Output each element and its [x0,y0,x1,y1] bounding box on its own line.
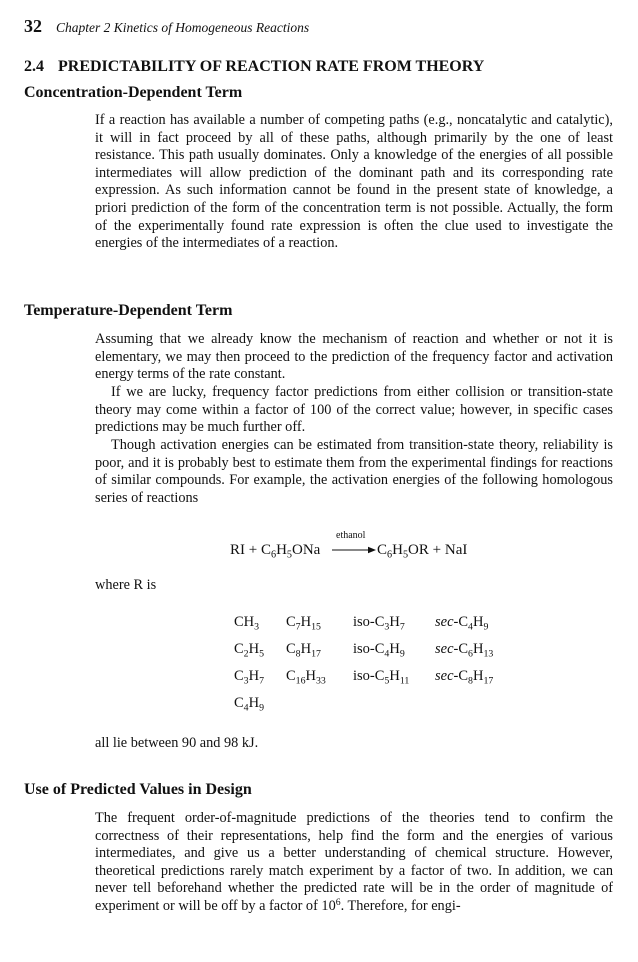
r-group-formula: $\sec-C_4H_9$ [435,614,489,633]
plus-sign: + [248,542,258,558]
paragraph-temperature-1: Assuming that we already know the mechanism of reaction and whether or not it is elementary, we may then proceed to the prediction of the frequency factor and activation energy terms of the rate constant. [95,331,613,383]
r-group-formula: iso-$C_5H_{11}$ [353,668,410,687]
r-group-formula: $C_8H_{17}$ [286,641,321,660]
where-r-label: where R is [95,577,157,593]
r-group-formula: $\sec-C_6H_{13}$ [435,641,494,660]
r-group-formula: $C_{16}H_{33}$ [286,668,326,687]
r-group-formula: iso-$C_3H_7$ [353,614,405,633]
paragraph-design [95,810,613,916]
r-group-formula: $C_2H_5$ [234,641,264,660]
reactant-sodium-phenoxide: $C_6H_5ONa$ [260,542,321,561]
subheading-temperature: Temperature-Dependent Term [24,302,233,319]
reaction-arrow-icon [332,546,376,554]
table-row [234,695,505,722]
design-text-end: . Therefore, for engi- [340,897,461,914]
exponent: 6 [335,897,341,909]
r-group-formula: $C_7H_{15}$ [286,614,321,633]
product-phenyl-ether: $C_6H_5OR$ [377,542,429,561]
r-group-formula: $C_3H_7$ [234,668,264,687]
section-title: PREDICTABILITY OF REACTION RATE FROM THEORY [58,58,485,75]
section-heading [24,58,484,76]
table-row [234,614,505,641]
table-row [234,641,505,668]
product-sodium-iodide: NaI [444,542,468,558]
r-group-formula: $\sec-C_8H_{17}$ [435,668,494,687]
paragraph-temperature-2: If we are lucky, frequency factor predictions from either collision or transition-state theory may come within a factor of 100 of the correct value; however, in specific cases predictions may be much further off. [95,384,613,436]
reaction-solvent: ethanol [336,530,366,541]
r-group-formula: $C_4H_9$ [234,695,264,714]
reaction-equation [0,530,638,566]
subheading-design: Use of Predicted Values in Design [24,781,252,798]
reactant-ri: RI [230,542,245,558]
table-row [234,668,505,695]
plus-sign: + [432,542,442,558]
paragraph-temperature-3: Though activation energies can be estimated from transition-state theory, reliability is poor, and it is probably best to estimate them from the experimental findings for reactions of similar compounds. For example, the activation energies of the following homologous series of reactions [95,437,613,506]
activation-energy-range: all lie between 90 and 98 kJ. [95,735,259,751]
r-group-formula: iso-$C_4H_9$ [353,641,405,660]
r-group-formula [286,695,353,722]
reaction-reactants [230,542,320,559]
r-group-table [234,614,505,722]
r-group-formula [353,695,435,722]
r-group-formula [435,695,505,722]
paragraph-concentration: If a reaction has available a number of competing paths (e.g., noncatalytic and catalytic), it will in fact proceed by all of these paths, although primarily by the one of least resistance. This path usually dominates. Only a knowledge of the energies of all possible intermediates will allow prediction of the dominant path and its corresponding rate expression. As such information cannot be found in the present state of knowledge, a priori prediction of the form of the concentration term is not possible. Actually, the form of the experimentally found rate expression is often the clue used to investigate the energies of the intermediates of a reaction. [95,112,613,252]
running-head [24,16,309,37]
r-group-formula: $CH_3$ [234,614,260,633]
subheading-concentration: Concentration-Dependent Term [24,84,243,101]
reaction-products [377,542,467,559]
page-number: 32 [24,16,42,36]
design-text: The frequent order-of-magnitude predictions of the theories tend to confirm the correctness of their representations, help find the form and the energies of various intermediates, and give us a better understanding of chemical structure. However, theoretical predictions rarely match experiment by a factor of two. In addition, we can never tell beforehand whether the predicted rate will be in the order of magnitude of experiment or will be off by a factor of 10 [95,810,613,914]
section-number: 2.4 [24,58,44,75]
chapter-title: Chapter 2 Kinetics of Homogeneous Reactions [56,20,310,35]
